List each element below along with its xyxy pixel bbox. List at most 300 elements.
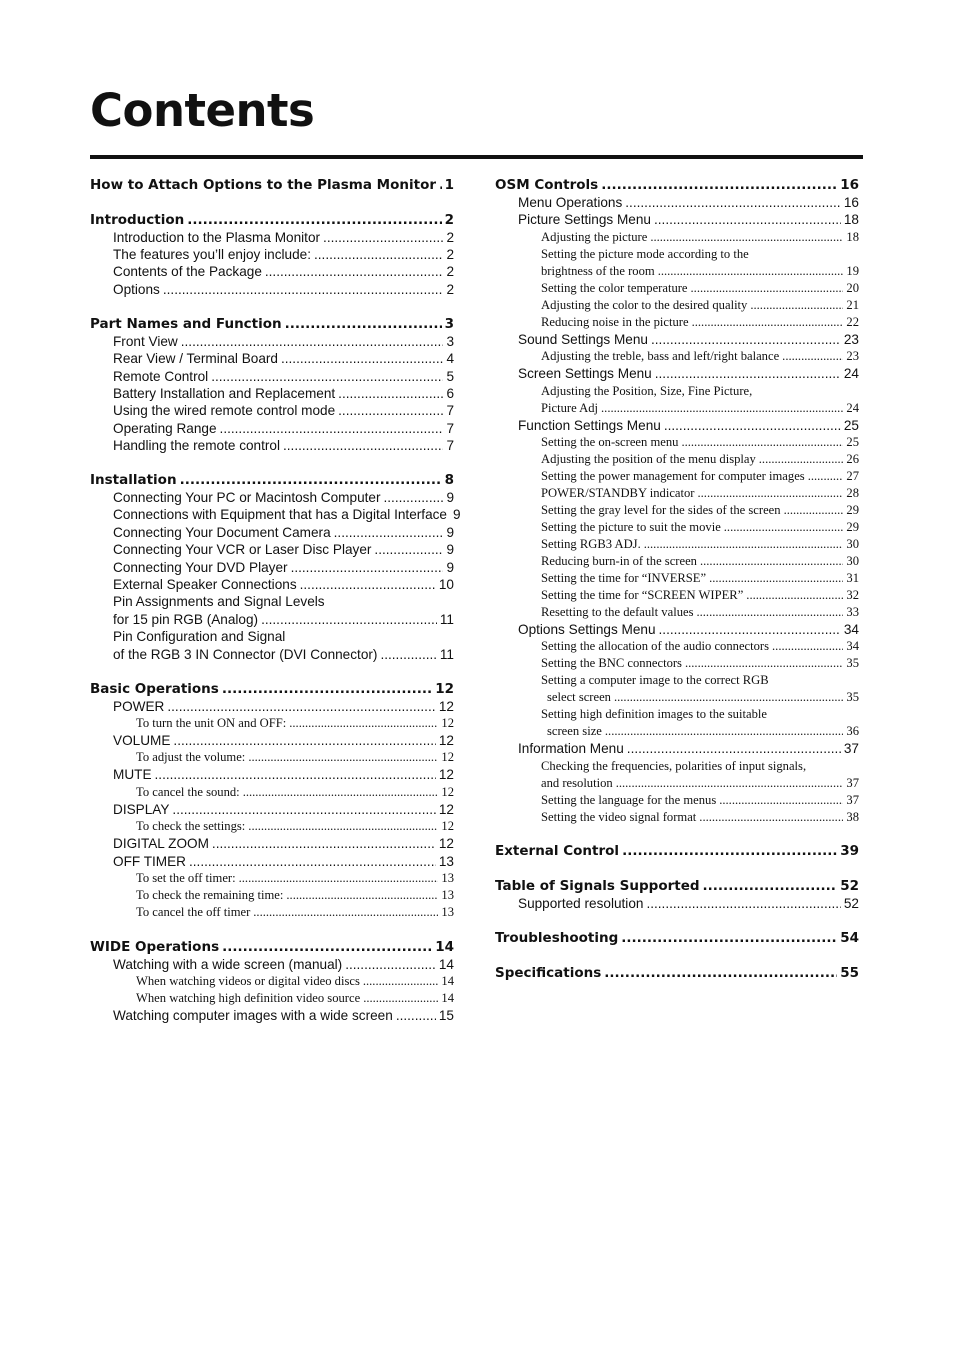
dot-leader <box>211 368 443 385</box>
dot-leader <box>323 229 443 246</box>
toc-subentry-setting-the-color-temperature[interactable] <box>495 280 859 297</box>
toc-entry-title: Screen Settings Menu <box>518 366 652 382</box>
toc-page-number: 2 <box>446 264 454 280</box>
toc-subentry-when-watching-high-definition-video-sour[interactable] <box>90 990 454 1007</box>
toc-subentry-setting-the-on-screen-menu[interactable] <box>495 434 859 451</box>
toc-entry-title: External Control <box>495 843 620 860</box>
toc-entry-information-menu[interactable] <box>495 740 859 757</box>
toc-entry-title: Connecting Your Document Camera <box>113 524 331 540</box>
toc-page-number: 33 <box>846 604 859 619</box>
dot-leader <box>691 280 844 297</box>
dot-leader <box>163 281 444 298</box>
toc-subentry-picture-adj[interactable] <box>495 400 859 417</box>
toc-page-number: 23 <box>846 349 859 364</box>
toc-entry-title: Using the wired remote control mode <box>113 403 336 419</box>
toc-entry-handling-the-remote-control[interactable] <box>90 437 454 454</box>
toc-entry-title: To cancel the off timer <box>136 904 251 919</box>
dot-leader <box>396 1007 436 1024</box>
toc-page-number: 24 <box>846 400 859 415</box>
dot-leader <box>189 853 436 870</box>
toc-page-number: 2 <box>446 246 454 262</box>
toc-page-number: 15 <box>438 1007 454 1023</box>
toc-subentry-reducing-noise-in-the-picture[interactable] <box>495 314 859 331</box>
toc-entry-watching-with-a-wide-screen-manual[interactable] <box>90 956 454 973</box>
toc-page-number: 38 <box>846 809 859 824</box>
toc-page-number: 9 <box>446 490 454 506</box>
toc-page-number: 18 <box>846 229 859 244</box>
section-gap <box>495 860 859 877</box>
toc-entry-title: Setting the language for the menus <box>541 792 717 807</box>
toc-entry-title: VOLUME <box>113 732 171 748</box>
toc-page-number: 29 <box>846 519 859 534</box>
toc-subentry-setting-the-language-for-the-menus[interactable] <box>495 792 859 809</box>
dot-leader <box>265 263 444 280</box>
toc-page-number: 32 <box>846 587 859 602</box>
toc-page-number: 13 <box>441 887 454 902</box>
toc-page-number: 36 <box>846 724 859 739</box>
dot-leader <box>248 818 438 835</box>
toc-entry-title: Setting the gray level for the sides of the screen <box>541 502 781 517</box>
page-title: Contents <box>90 84 315 137</box>
dot-leader <box>681 434 843 451</box>
section-gap <box>495 826 859 843</box>
toc-subentry-to-check-the-settings[interactable] <box>90 818 454 835</box>
toc-page-number: 35 <box>846 656 859 671</box>
toc-subentry-adjusting-the-picture[interactable] <box>495 229 859 246</box>
dot-leader <box>698 485 844 502</box>
toc-entry-connecting-your-document-camera[interactable] <box>90 524 454 541</box>
toc-entry-title: Remote Control <box>113 368 209 384</box>
dot-leader <box>646 895 840 912</box>
toc-page-number: 6 <box>446 385 454 401</box>
toc-page-number: 11 <box>439 611 454 627</box>
toc-section-wide-operations[interactable] <box>90 938 454 956</box>
toc-page-number: 37 <box>846 775 859 790</box>
toc-entry-function-settings-menu[interactable] <box>495 417 859 434</box>
toc-page-number: 7 <box>446 420 454 436</box>
toc-page-number: 14 <box>441 990 454 1005</box>
toc-entry-volume[interactable] <box>90 732 454 749</box>
toc-page-number: 22 <box>846 314 859 329</box>
dot-leader <box>334 524 444 541</box>
dot-leader <box>181 333 444 350</box>
dot-leader <box>699 809 843 826</box>
toc-entry-title: Reducing noise in the picture <box>541 314 689 329</box>
toc-page-number: 34 <box>846 639 859 654</box>
toc-page-number: 30 <box>846 553 859 568</box>
section-gap <box>90 298 454 315</box>
title-rule <box>90 155 863 159</box>
toc-entry-rear-view-terminal-board[interactable] <box>90 350 454 367</box>
dot-leader <box>155 766 436 783</box>
toc-section-how-to-attach-options-to-the-plasma-moni[interactable] <box>90 176 454 194</box>
toc-subentry-reducing-burn-in-of-the-screen[interactable] <box>495 553 859 570</box>
toc-page-number: 8 <box>444 472 454 489</box>
toc-subentry-setting-the-bnc-connectors[interactable] <box>495 655 859 672</box>
toc-entry-external-speaker-connections[interactable] <box>90 576 454 593</box>
toc-entry-screen-settings-menu[interactable] <box>495 365 859 382</box>
dot-leader <box>782 348 843 365</box>
toc-section-specifications[interactable] <box>495 964 859 982</box>
toc-subentry-setting-the-picture-to-suit-the-movie[interactable] <box>495 519 859 536</box>
toc-entry-picture-settings-menu[interactable] <box>495 211 859 228</box>
toc-entry-title: Installation <box>90 472 177 489</box>
toc-entry-sound-settings-menu[interactable] <box>495 331 859 348</box>
toc-entry-title: Part Names and Function <box>90 315 282 332</box>
section-gap <box>495 947 859 964</box>
toc-page-number: 16 <box>840 177 859 193</box>
toc-entry-using-the-wired-remote-control-mode[interactable] <box>90 402 454 419</box>
dot-leader <box>239 870 439 887</box>
toc-entry-title: Basic Operations <box>90 680 219 697</box>
toc-entry-options-settings-menu[interactable] <box>495 621 859 638</box>
toc-subentry-power-standby-indicator[interactable] <box>495 485 859 502</box>
toc-page-number: 12 <box>441 750 454 765</box>
toc-subentry-and-resolution[interactable] <box>495 775 859 792</box>
dot-leader <box>374 541 443 558</box>
toc-entry-title: Troubleshooting <box>495 929 619 946</box>
toc-entry-text-line: Setting the picture mode according to the <box>541 246 749 261</box>
dot-leader <box>625 194 841 211</box>
toc-entry-title: brightness of the room <box>541 263 655 278</box>
toc-page-number: 12 <box>435 680 454 697</box>
dot-leader <box>285 315 442 333</box>
toc-subentry-adjusting-the-position-of-the-menu-displ[interactable] <box>495 451 859 468</box>
toc-page-number: 9 <box>453 507 461 523</box>
toc-entry-title: Setting the picture to suit the movie <box>541 519 721 534</box>
dot-leader <box>772 638 843 655</box>
dot-leader <box>338 385 443 402</box>
toc-page-number: 7 <box>446 403 454 419</box>
toc-entry-title: Setting the time for “SCREEN WIPER” <box>541 587 744 602</box>
toc-entry-title: Introduction <box>90 211 185 228</box>
dot-leader <box>808 468 844 485</box>
toc-page-number: 28 <box>846 485 859 500</box>
dot-leader <box>746 587 843 604</box>
toc-page-number: 16 <box>843 195 859 210</box>
toc-section-introduction[interactable] <box>90 211 454 229</box>
dot-leader <box>222 938 432 956</box>
toc-entry-title: Watching with a wide screen (manual) <box>113 956 343 972</box>
toc-entry-title: Connecting Your DVD Player <box>113 559 288 575</box>
toc-entry-title: for 15 pin RGB (Analog) <box>113 611 259 627</box>
toc-entry-title: Menu Operations <box>518 195 623 210</box>
toc-entry-options[interactable] <box>90 281 454 298</box>
dot-leader <box>173 732 435 749</box>
toc-entry-title: Information Menu <box>518 741 624 757</box>
toc-entry-title: Reducing burn-in of the screen <box>541 553 697 568</box>
toc-page-number: 34 <box>843 621 859 637</box>
toc-subentry-to-turn-the-unit-on-and-off[interactable] <box>90 715 454 732</box>
dot-leader <box>220 420 444 437</box>
toc-page-number: 21 <box>846 297 859 312</box>
dot-leader <box>692 314 844 331</box>
toc-entry-title: External Speaker Connections <box>113 577 297 593</box>
dot-leader <box>700 553 843 570</box>
toc-entry-title: To check the remaining time: <box>136 887 284 902</box>
toc-page-number: 37 <box>843 741 859 757</box>
toc-page-number: 39 <box>840 843 859 860</box>
toc-entry-title: When watching videos or digital video discs <box>136 973 360 988</box>
dot-leader <box>664 417 841 434</box>
toc-page-number: 12 <box>438 836 454 852</box>
dot-leader <box>604 964 837 982</box>
toc-entry-title: Connecting Your VCR or Laser Disc Player <box>113 542 372 558</box>
dot-leader <box>291 559 444 576</box>
toc-section-part-names-and-function[interactable] <box>90 315 454 333</box>
toc-page-number: 2 <box>446 229 454 245</box>
toc-page-number: 12 <box>438 767 454 783</box>
toc-subentry-to-set-the-off-timer[interactable] <box>90 870 454 887</box>
toc-entry-title: To turn the unit ON and OFF: <box>136 715 287 730</box>
toc-page-number: 12 <box>438 732 454 748</box>
dot-leader <box>601 400 843 417</box>
toc-entry-operating-range[interactable] <box>90 420 454 437</box>
toc-entry-title: Introduction to the Plasma Monitor <box>113 229 321 245</box>
dot-leader <box>644 536 844 553</box>
toc-entry-title: The features you’ll enjoy include: <box>113 246 311 262</box>
dot-leader <box>651 331 841 348</box>
toc-subentry-setting-the-time-for-inverse[interactable] <box>495 570 859 587</box>
dot-leader <box>180 471 442 489</box>
toc-entry-title: Watching computer images with a wide screen <box>113 1007 393 1023</box>
toc-entry-title: Connections with Equipment that has a Digital Interface <box>113 507 447 523</box>
toc-entry-connecting-your-vcr-or-laser-disc-player[interactable] <box>90 541 454 558</box>
toc-subentry-screen-size[interactable] <box>495 723 859 740</box>
toc-page-number: 31 <box>846 570 859 585</box>
toc-entry-off-timer[interactable] <box>90 853 454 870</box>
toc-page-number: 20 <box>846 280 859 295</box>
section-gap <box>90 194 454 211</box>
toc-entry-title: Setting the allocation of the audio connectors <box>541 639 770 654</box>
toc-section-osm-controls[interactable] <box>495 176 859 194</box>
toc-page-number: 1 <box>444 177 454 193</box>
section-gap <box>90 663 454 680</box>
toc-entry-title: select screen <box>547 690 611 705</box>
toc-page-number: 19 <box>846 263 859 278</box>
toc-page-number: 30 <box>846 536 859 551</box>
toc-page-number: 14 <box>438 956 454 972</box>
dot-leader <box>187 211 441 229</box>
toc-entry-menu-operations[interactable] <box>495 194 859 211</box>
toc-entry-title: and resolution <box>541 775 613 790</box>
toc-subentry-to-cancel-the-sound[interactable] <box>90 784 454 801</box>
dot-leader <box>172 801 435 818</box>
toc-page-number: 25 <box>843 417 859 433</box>
dot-leader <box>655 365 841 382</box>
toc-entry-title: Connecting Your PC or Macintosh Computer <box>113 490 381 506</box>
toc-page-number: 5 <box>446 368 454 384</box>
toc-entry-contents-of-the-package[interactable] <box>90 263 454 280</box>
dot-leader <box>616 775 844 792</box>
toc-subentry-setting-the-time-for-screen-wiper[interactable] <box>495 587 859 604</box>
toc-entry-title: OFF TIMER <box>113 853 186 869</box>
toc-entry-remote-control[interactable] <box>90 368 454 385</box>
toc-entry-title: Supported resolution <box>518 895 644 911</box>
toc-page-number: 13 <box>438 853 454 869</box>
toc-subentry-setting-the-power-management-for-compute[interactable] <box>495 468 859 485</box>
toc-entry-title: Setting the color temperature <box>541 280 688 295</box>
toc-page-number: 3 <box>444 315 454 332</box>
dot-leader <box>338 402 443 419</box>
dot-leader <box>243 784 439 801</box>
dot-leader <box>380 646 436 663</box>
toc-section-installation[interactable] <box>90 471 454 489</box>
dot-leader <box>345 956 436 973</box>
toc-entry-title: Setting the time for “INVERSE” <box>541 570 707 585</box>
section-gap <box>495 912 859 929</box>
toc-section-basic-operations[interactable] <box>90 680 454 698</box>
toc-page-number: 29 <box>846 502 859 517</box>
toc-entry-title: WIDE Operations <box>90 938 220 955</box>
toc-subentry-select-screen[interactable] <box>495 689 859 706</box>
toc-page-number: 9 <box>446 524 454 540</box>
toc-entry-title: of the RGB 3 IN Connector (DVI Connector) <box>113 646 378 662</box>
toc-entry-mute[interactable] <box>90 766 454 783</box>
toc-page-number: 52 <box>840 877 859 894</box>
toc-entry-display[interactable] <box>90 801 454 818</box>
toc-page-number: 9 <box>446 542 454 558</box>
toc-entry-title: To set the off timer: <box>136 870 236 885</box>
toc-entry-title: POWER <box>113 698 165 714</box>
toc-page-number: 3 <box>446 333 454 349</box>
dot-leader <box>300 576 436 593</box>
toc-entry-title: Setting the power management for computer images <box>541 468 805 483</box>
toc-subentry-setting-the-allocation-of-the-audio-conn[interactable] <box>495 638 859 655</box>
dot-leader <box>248 749 438 766</box>
toc-page-number: 25 <box>846 434 859 449</box>
toc-entry-digital-zoom[interactable] <box>90 835 454 852</box>
toc-entry-of-the-rgb-3-in-connector-dvi-connector[interactable] <box>90 646 454 663</box>
dot-leader <box>605 723 844 740</box>
toc-column-left <box>90 176 461 1024</box>
toc-entry-title: Options <box>113 281 160 297</box>
toc-entry-front-view[interactable] <box>90 333 454 350</box>
dot-leader <box>439 176 442 194</box>
toc-entry-supported-resolution[interactable] <box>495 895 859 912</box>
toc-page-number: 52 <box>843 895 859 911</box>
toc-page-number: 4 <box>446 351 454 367</box>
dot-leader <box>384 489 444 506</box>
dot-leader <box>719 792 843 809</box>
dot-leader <box>724 519 844 536</box>
dot-leader <box>658 263 844 280</box>
toc-entry-connections-with-equipment-that-has-a-di[interactable] <box>90 506 461 523</box>
dot-leader <box>314 246 443 263</box>
dot-leader <box>750 297 843 314</box>
toc-entry-title: To adjust the volume: <box>136 750 246 765</box>
toc-subentry-adjusting-the-color-to-the-desired-quali[interactable] <box>495 297 859 314</box>
toc-page-number: 13 <box>441 904 454 919</box>
toc-entry-title: Handling the remote control <box>113 438 280 454</box>
toc-entry-text-line: Checking the frequencies, polarities of input signals, <box>541 758 807 773</box>
dot-leader <box>363 990 438 1007</box>
dot-leader <box>703 877 838 895</box>
toc-entry-title: To cancel the sound: <box>136 784 240 799</box>
toc-entry-introduction-to-the-plasma-monitor[interactable] <box>90 229 454 246</box>
toc-entry-the-features-you-ll-enjoy-include[interactable] <box>90 246 454 263</box>
toc-entry-text-line: Setting a computer image to the correct RGB <box>541 673 769 688</box>
toc-subentry-setting-the-video-signal-format[interactable] <box>495 809 859 826</box>
toc-subentry-setting-rgb3-adj[interactable] <box>495 536 859 553</box>
toc-section-table-of-signals-supported[interactable] <box>495 877 859 895</box>
toc-entry-title: Adjusting the treble, bass and left/right balance <box>541 349 780 364</box>
section-gap <box>90 921 454 938</box>
toc-entry-title: DIGITAL ZOOM <box>113 836 209 852</box>
toc-entry-watching-computer-images-with-a-wide-scr[interactable] <box>90 1007 454 1024</box>
toc-entry-title: Front View <box>113 333 178 349</box>
toc-column-right <box>495 176 859 982</box>
toc-page-number: 55 <box>840 964 859 981</box>
toc-entry-title: DISPLAY <box>113 801 170 817</box>
toc-entry-title: Contents of the Package <box>113 264 262 280</box>
toc-entry-connecting-your-dvd-player[interactable] <box>90 559 454 576</box>
toc-page-number: 12 <box>441 784 454 799</box>
toc-entry-text-line: Pin Assignments and Signal Levels <box>113 594 325 610</box>
toc-entry-title: screen size <box>547 724 602 739</box>
toc-page-number: 9 <box>446 559 454 575</box>
toc-subentry-setting-the-gray-level-for-the-sides-of-[interactable] <box>495 502 859 519</box>
toc-page-number: 7 <box>446 438 454 454</box>
toc-entry-title: Sound Settings Menu <box>518 331 648 347</box>
toc-entry-connecting-your-pc-or-macintosh-computer[interactable] <box>90 489 454 506</box>
toc-subentry-to-adjust-the-volume[interactable] <box>90 749 454 766</box>
dot-leader <box>167 698 436 715</box>
toc-page-number: 12 <box>441 715 454 730</box>
dot-leader <box>253 904 438 921</box>
dot-leader <box>784 502 844 519</box>
dot-leader <box>283 437 443 454</box>
toc-entry-title: Adjusting the color to the desired quality <box>541 297 748 312</box>
toc-entry-title: Function Settings Menu <box>518 417 661 433</box>
toc-page-number: 18 <box>843 212 859 228</box>
toc-page-number: 11 <box>439 646 454 662</box>
toc-entry-battery-installation-and-replacement[interactable] <box>90 385 454 402</box>
toc-page-number: 12 <box>441 819 454 834</box>
toc-entry-title: MUTE <box>113 767 152 783</box>
toc-entry-title: When watching high definition video source <box>136 990 361 1005</box>
toc-entry-title: Specifications <box>495 964 602 981</box>
dot-leader <box>696 604 843 621</box>
dot-leader <box>601 176 837 194</box>
dot-leader <box>650 229 843 246</box>
toc-page-number: 14 <box>441 973 454 988</box>
toc-section-troubleshooting[interactable] <box>495 929 859 947</box>
dot-leader <box>685 655 843 672</box>
toc-page-number: 12 <box>438 801 454 817</box>
toc-subentry-resetting-to-the-default-values[interactable] <box>495 604 859 621</box>
toc-entry-title: Setting the video signal format <box>541 809 697 824</box>
toc-subentry-adjusting-the-treble-bass-and-left-right[interactable] <box>495 348 859 365</box>
toc-entry-title: OSM Controls <box>495 177 599 193</box>
dot-leader <box>289 715 438 732</box>
toc-entry-power[interactable] <box>90 698 454 715</box>
toc-entry-title: POWER/STANDBY indicator <box>541 485 695 500</box>
toc-entry-title: Setting the on-screen menu <box>541 434 679 449</box>
toc-subentry-brightness-of-the-room[interactable] <box>495 263 859 280</box>
toc-entry-for-15-pin-rgb-analog[interactable] <box>90 611 454 628</box>
dot-leader <box>709 570 843 587</box>
toc-page-number: 23 <box>843 331 859 347</box>
toc-page-number: 14 <box>435 938 454 955</box>
toc-subentry-to-cancel-the-off-timer[interactable] <box>90 904 454 921</box>
toc-subentry-to-check-the-remaining-time[interactable] <box>90 887 454 904</box>
toc-subentry-when-watching-videos-or-digital-video-di[interactable] <box>90 973 454 990</box>
toc-page-number: 2 <box>446 281 454 297</box>
toc-section-external-control[interactable] <box>495 842 859 860</box>
toc-page-number: 13 <box>441 870 454 885</box>
dot-leader <box>222 680 432 698</box>
